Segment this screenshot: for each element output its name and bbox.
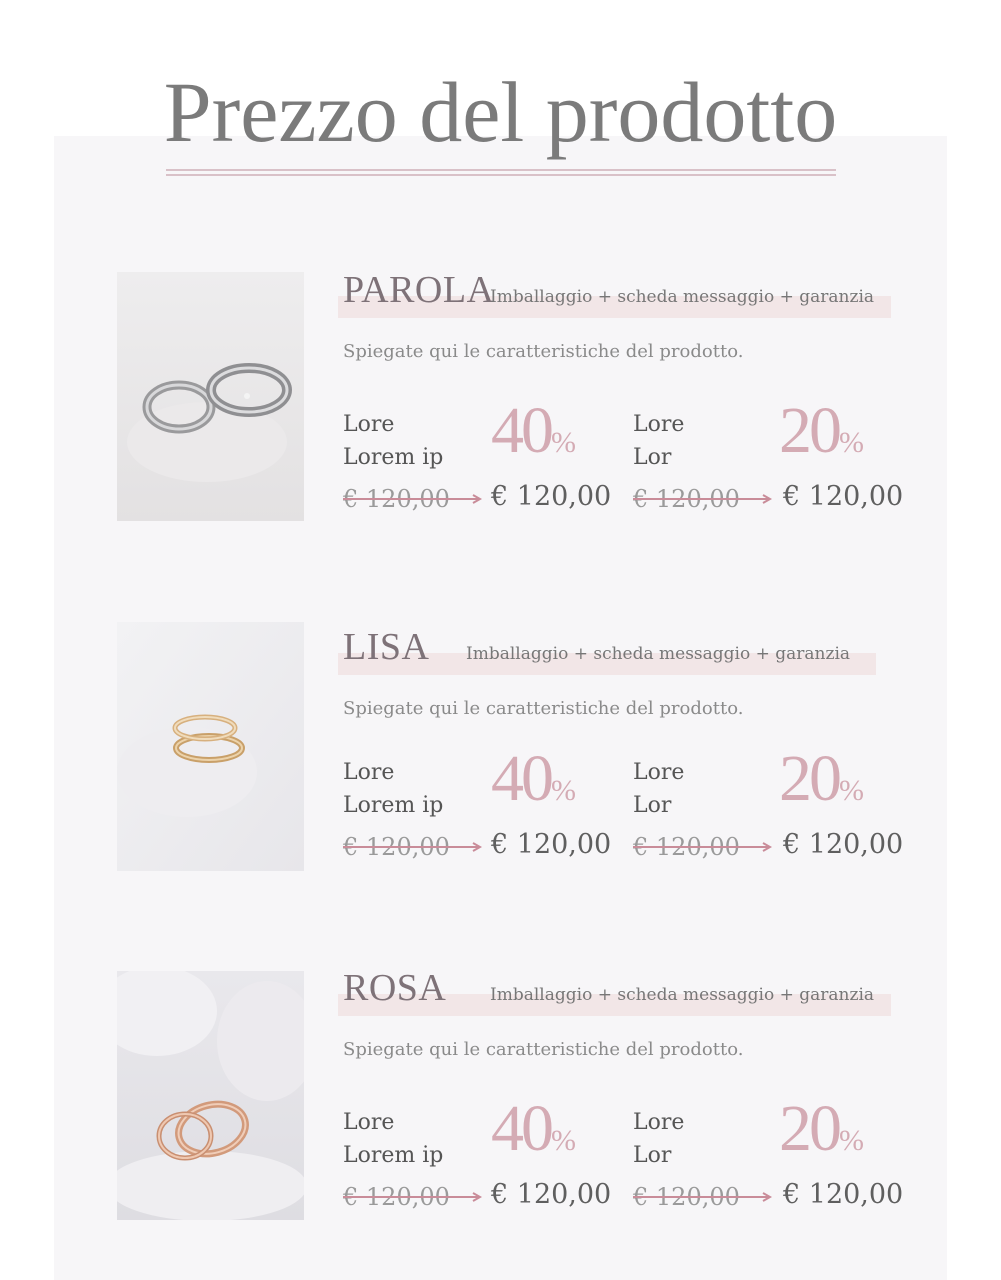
discount-sign: % [551,426,576,459]
old-price: € 120,00 [343,833,450,861]
offer-label-line1: Lore [343,1110,395,1135]
offer-label-line1: Lore [633,412,685,437]
discount-sign: % [839,1124,864,1157]
title-rule-top [166,169,836,171]
new-price: € 120,00 [783,1179,904,1210]
offer-label-line2: Lor [633,1143,672,1168]
new-price: € 120,00 [783,829,904,860]
new-price: € 120,00 [491,1179,612,1210]
discount-percent [779,744,864,831]
offer-label-line1: Lore [633,760,685,785]
discount-number: 40 [491,1092,551,1165]
old-price: € 120,00 [633,833,740,861]
rose-gold-rings-photo [117,971,304,1220]
product-name: ROSA [343,967,447,1009]
offer-label-line2: Lor [633,793,672,818]
old-price: € 120,00 [633,485,740,513]
discount-percent [491,1094,576,1181]
discount-percent [779,396,864,483]
offer-2 [633,272,913,513]
strike-arrow-icon [343,842,483,852]
offer-1 [343,269,623,513]
product-card-lisa [0,626,1001,889]
package-info: Imballaggio + scheda messaggio + garanzia [490,985,875,1005]
product-description: Spiegate qui le caratteristiche del prodotto. [343,341,744,362]
silver-rings-photo [117,272,304,521]
strike-arrow-icon [633,1192,773,1202]
strike-arrow-icon [343,494,483,504]
discount-percent [491,396,576,483]
discount-number: 40 [491,742,551,815]
offer-label-line1: Lore [633,1110,685,1135]
offer-label-line2: Lorem ip [343,445,444,470]
strike-arrow-icon [343,1192,483,1202]
product-card-parola [0,269,1001,532]
offer-1 [343,620,623,861]
discount-sign: % [551,1124,576,1157]
product-name: PAROLA [343,269,495,311]
offer-label-line2: Lor [633,445,672,470]
product-card-rosa [0,967,1001,1230]
gold-rings-photo [117,622,304,871]
discount-number: 20 [779,1092,839,1165]
new-price: € 120,00 [491,481,612,512]
old-price: € 120,00 [343,485,450,513]
product-description: Spiegate qui le caratteristiche del prodotto. [343,1039,744,1060]
offer-2 [633,970,913,1211]
old-price: € 120,00 [343,1183,450,1211]
discount-percent [779,1094,864,1181]
offer-1 [343,967,623,1211]
strike-arrow-icon [633,494,773,504]
package-info: Imballaggio + scheda messaggio + garanzia [490,287,875,307]
product-description: Spiegate qui le caratteristiche del prodotto. [343,698,744,719]
new-price: € 120,00 [783,481,904,512]
title-rule-bottom [166,174,836,176]
product-name: LISA [343,626,430,668]
offer-label-line1: Lore [343,412,395,437]
offer-label-line1: Lore [343,760,395,785]
old-price: € 120,00 [633,1183,740,1211]
discount-sign: % [551,774,576,807]
discount-number: 20 [779,742,839,815]
package-info: Imballaggio + scheda messaggio + garanzia [466,644,851,664]
strike-arrow-icon [633,842,773,852]
discount-percent [491,744,576,831]
offer-label-line2: Lorem ip [343,793,444,818]
offer-label-line2: Lorem ip [343,1143,444,1168]
discount-sign: % [839,426,864,459]
page-title: Prezzo del prodotto [163,64,838,160]
new-price: € 120,00 [491,829,612,860]
offer-2 [633,620,913,861]
discount-sign: % [839,774,864,807]
discount-number: 20 [779,394,839,467]
discount-number: 40 [491,394,551,467]
